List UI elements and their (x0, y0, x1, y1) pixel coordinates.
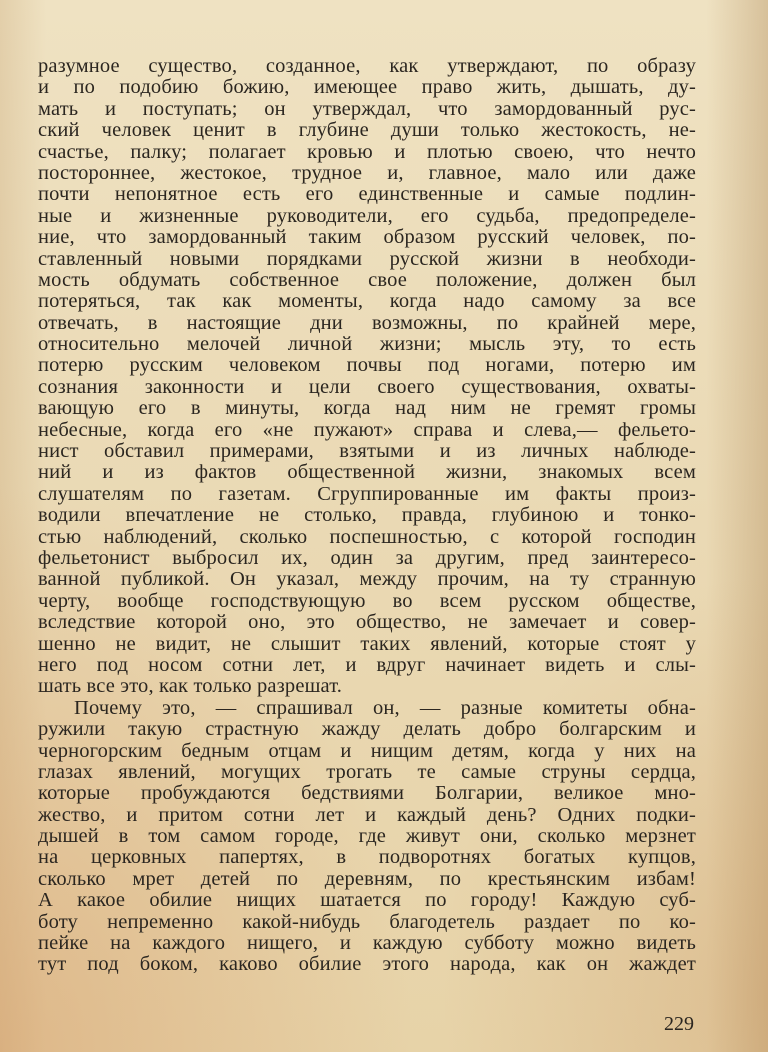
text-line: стью наблюдений, сколько поспешностью, с которой господин (38, 525, 696, 548)
text-line: ский человек ценит в глубине души только жестокость, не- (38, 119, 696, 142)
text-line: небесные, когда его «не пужают» справа и слева,— фельето- (38, 418, 696, 441)
text-line: почти непонятное есть его единственные и самые подлин- (38, 183, 696, 206)
text-line: тут под боком, каково обилие этого народа, как он жаждет (38, 953, 696, 976)
text-line: мать и поступать; он утверждал, что замордованный рус- (38, 97, 696, 120)
text-line: на церковных папертях, в подворотнях богатых купцов, (38, 846, 696, 869)
text-line: ставленный новыми порядками русской жизни в необходи- (38, 247, 696, 270)
text-line: сознания законности и цели своего существования, охваты- (38, 375, 696, 398)
text-line: отвечать, в настоящие дни возможны, по крайней мере, (38, 311, 696, 334)
text-line: вающую его в минуты, когда над ним не гремят громы (38, 397, 696, 420)
text-line: относительно мелочей личной жизни; мысль эту, то есть (38, 333, 696, 356)
text-line: фельетонист выбросил их, один за другим, пред заинтересо- (38, 546, 696, 569)
text-line: черту, вообще господствующую во всем русском обществе, (38, 589, 696, 612)
text-line: мость обдумать собственное свое положение, должен был (38, 268, 696, 291)
text-line: сколько мрет детей по деревням, по крестьянским избам! (38, 867, 696, 890)
text-line: него под носом сотни лет, и вдруг начинает видеть и слы- (38, 653, 696, 676)
text-line: Почему это, — спрашивал он, — разные комитеты обна- (74, 696, 696, 719)
text-line: водили впечатление не столько, правда, глубиною и тонко- (38, 504, 696, 527)
text-line: и по подобию божию, имеющее право жить, дышать, ду- (38, 76, 696, 99)
text-line: А какое обилие нищих шатается по городу! Каждую суб- (38, 889, 696, 912)
text-line: вследствие которой оно, это общество, не замечает и совер- (38, 611, 696, 634)
text-line: ний и из фактов общественной жизни, знакомых всем (38, 461, 696, 484)
text-line: которые пробуждаются бедствиями Болгарии, великое мно- (38, 782, 696, 805)
body-text (38, 56, 696, 976)
text-line: потерю русским человеком почвы под ногами, потерю им (38, 354, 696, 377)
text-line: жество, и притом сотни лет и каждый день? Одних подки- (38, 803, 696, 826)
text-line: ние, что замордованный таким образом русский человек, по- (38, 226, 696, 249)
page-number: 229 (664, 1013, 694, 1035)
text-line: разумное существо, созданное, как утверждают, по образу (38, 55, 696, 77)
text-line: постороннее, жестокое, трудное и, главное, мало или даже (38, 161, 696, 184)
text-line: пейке на каждого нищего, и каждую субботу можно видеть (38, 932, 696, 955)
text-line: слушателям по газетам. Сгруппированные им факты произ- (38, 482, 696, 505)
text-line: шенно не видит, не слышит таких явлений, которые стоят у (38, 632, 696, 655)
text-line: глазах явлений, могущих трогать те самые струны сердца, (38, 760, 696, 783)
text-line: ружили такую страстную жажду делать добро болгарским и (38, 718, 696, 741)
text-line: черногорским бедным отцам и нищим детям, когда у них на (38, 739, 696, 762)
text-line: боту непременно какой-нибудь благодетель раздает по ко- (38, 910, 696, 933)
text-line: ванной публикой. Он указал, между прочим, на ту странную (38, 568, 696, 591)
text-line: потеряться, так как моменты, когда надо самому за все (38, 290, 696, 313)
text-line: дышей в том самом городе, где живут они, сколько мерзнет (38, 825, 696, 848)
text-line: ные и жизненные руководители, его судьба, предопределе- (38, 204, 696, 227)
text-line: счастье, палку; полагает кровью и плотью своею, что нечто (38, 140, 696, 163)
text-line: нист обставил примерами, взятыми и из личных наблюде- (38, 440, 696, 463)
text-line: шать все это, как только разрешат. (38, 675, 343, 698)
